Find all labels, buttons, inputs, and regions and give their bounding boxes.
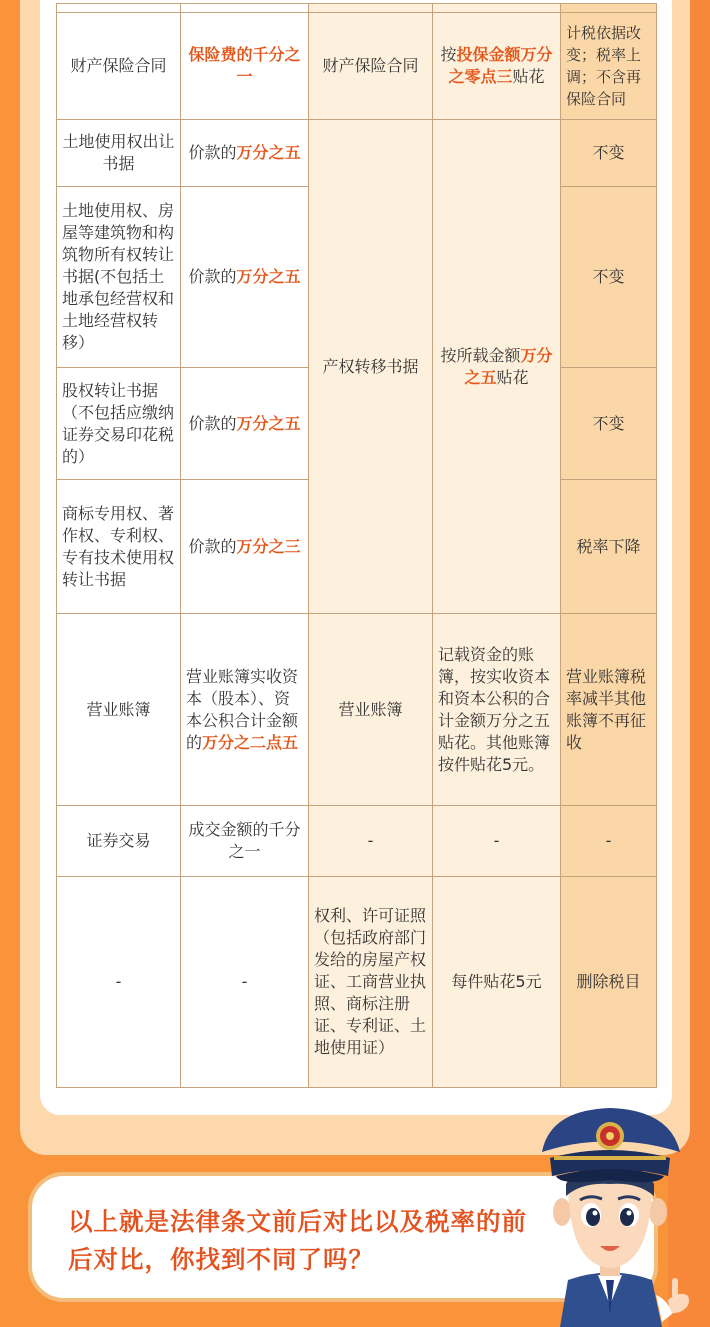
change-note: -: [561, 806, 657, 877]
new-tax-rate: 每件贴花5元: [433, 877, 561, 1088]
old-item-name: 土地使用权、房屋等建筑物和构筑物所有权转让书据(不包括土地承包经营权和土地经营权转移）: [57, 187, 181, 368]
bubble-text: 以上就是法律条文前后对比以及税率的前后对比，你找到不同了吗？: [68, 1207, 527, 1274]
old-tax-rate: 保险费的千分之一: [181, 13, 309, 120]
new-tax-rate: 记载资金的账簿，按实收资本和资本公积的合计金额万分之五贴花。其他账簿按件贴花5元。: [433, 614, 561, 806]
change-note: 营业账簿税率减半其他账簿不再征收: [561, 614, 657, 806]
old-item-name: 土地使用权出让书据: [57, 120, 181, 187]
change-note: 删除税目: [561, 877, 657, 1088]
new-tax-rate-merged: 按所载金额万分之五贴花: [433, 120, 561, 614]
old-tax-rate: -: [181, 877, 309, 1088]
change-note: 不变: [561, 368, 657, 480]
table-row: [57, 13, 657, 120]
change-note: 不变: [561, 187, 657, 368]
table-row: [57, 877, 657, 1088]
old-tax-rate: 价款的万分之五: [181, 120, 309, 187]
new-item-name-merged: 产权转移书据: [309, 120, 433, 614]
change-note: 计税依据改变；税率上调；不含再保险合同: [561, 13, 657, 120]
old-tax-rate: 价款的万分之三: [181, 480, 309, 614]
old-item-name: 财产保险合同: [57, 13, 181, 120]
tax-officer-mascot-icon: [520, 1100, 700, 1327]
old-item-name: 证券交易: [57, 806, 181, 877]
old-tax-rate: 营业账簿实收资本（股本）、资本公积合计金额的万分之二点五: [181, 614, 309, 806]
old-tax-rate: 成交金额的千分之一: [181, 806, 309, 877]
table-row: [57, 120, 657, 187]
new-item-name: 财产保险合同: [309, 13, 433, 120]
new-item-name: 权利、许可证照（包括政府部门发给的房屋产权证、工商营业执照、商标注册证、专利证、土地使用证）: [309, 877, 433, 1088]
new-item-name: 营业账簿: [309, 614, 433, 806]
table-row-previous-strip: [57, 4, 657, 13]
new-item-name: -: [309, 806, 433, 877]
tax-comparison-table: [56, 3, 657, 1088]
old-item-name: 商标专用权、著作权、专利权、专有技术使用权转让书据: [57, 480, 181, 614]
change-note: 税率下降: [561, 480, 657, 614]
old-tax-rate: 价款的万分之五: [181, 187, 309, 368]
table-row: [57, 806, 657, 877]
new-tax-rate: 按投保金额万分之零点三贴花: [433, 13, 561, 120]
old-tax-rate: 价款的万分之五: [181, 368, 309, 480]
old-item-name: -: [57, 877, 181, 1088]
old-item-name: 股权转让书据（不包括应缴纳证券交易印花税的）: [57, 368, 181, 480]
change-note: 不变: [561, 120, 657, 187]
old-item-name: 营业账簿: [57, 614, 181, 806]
new-tax-rate: -: [433, 806, 561, 877]
table-row: [57, 614, 657, 806]
